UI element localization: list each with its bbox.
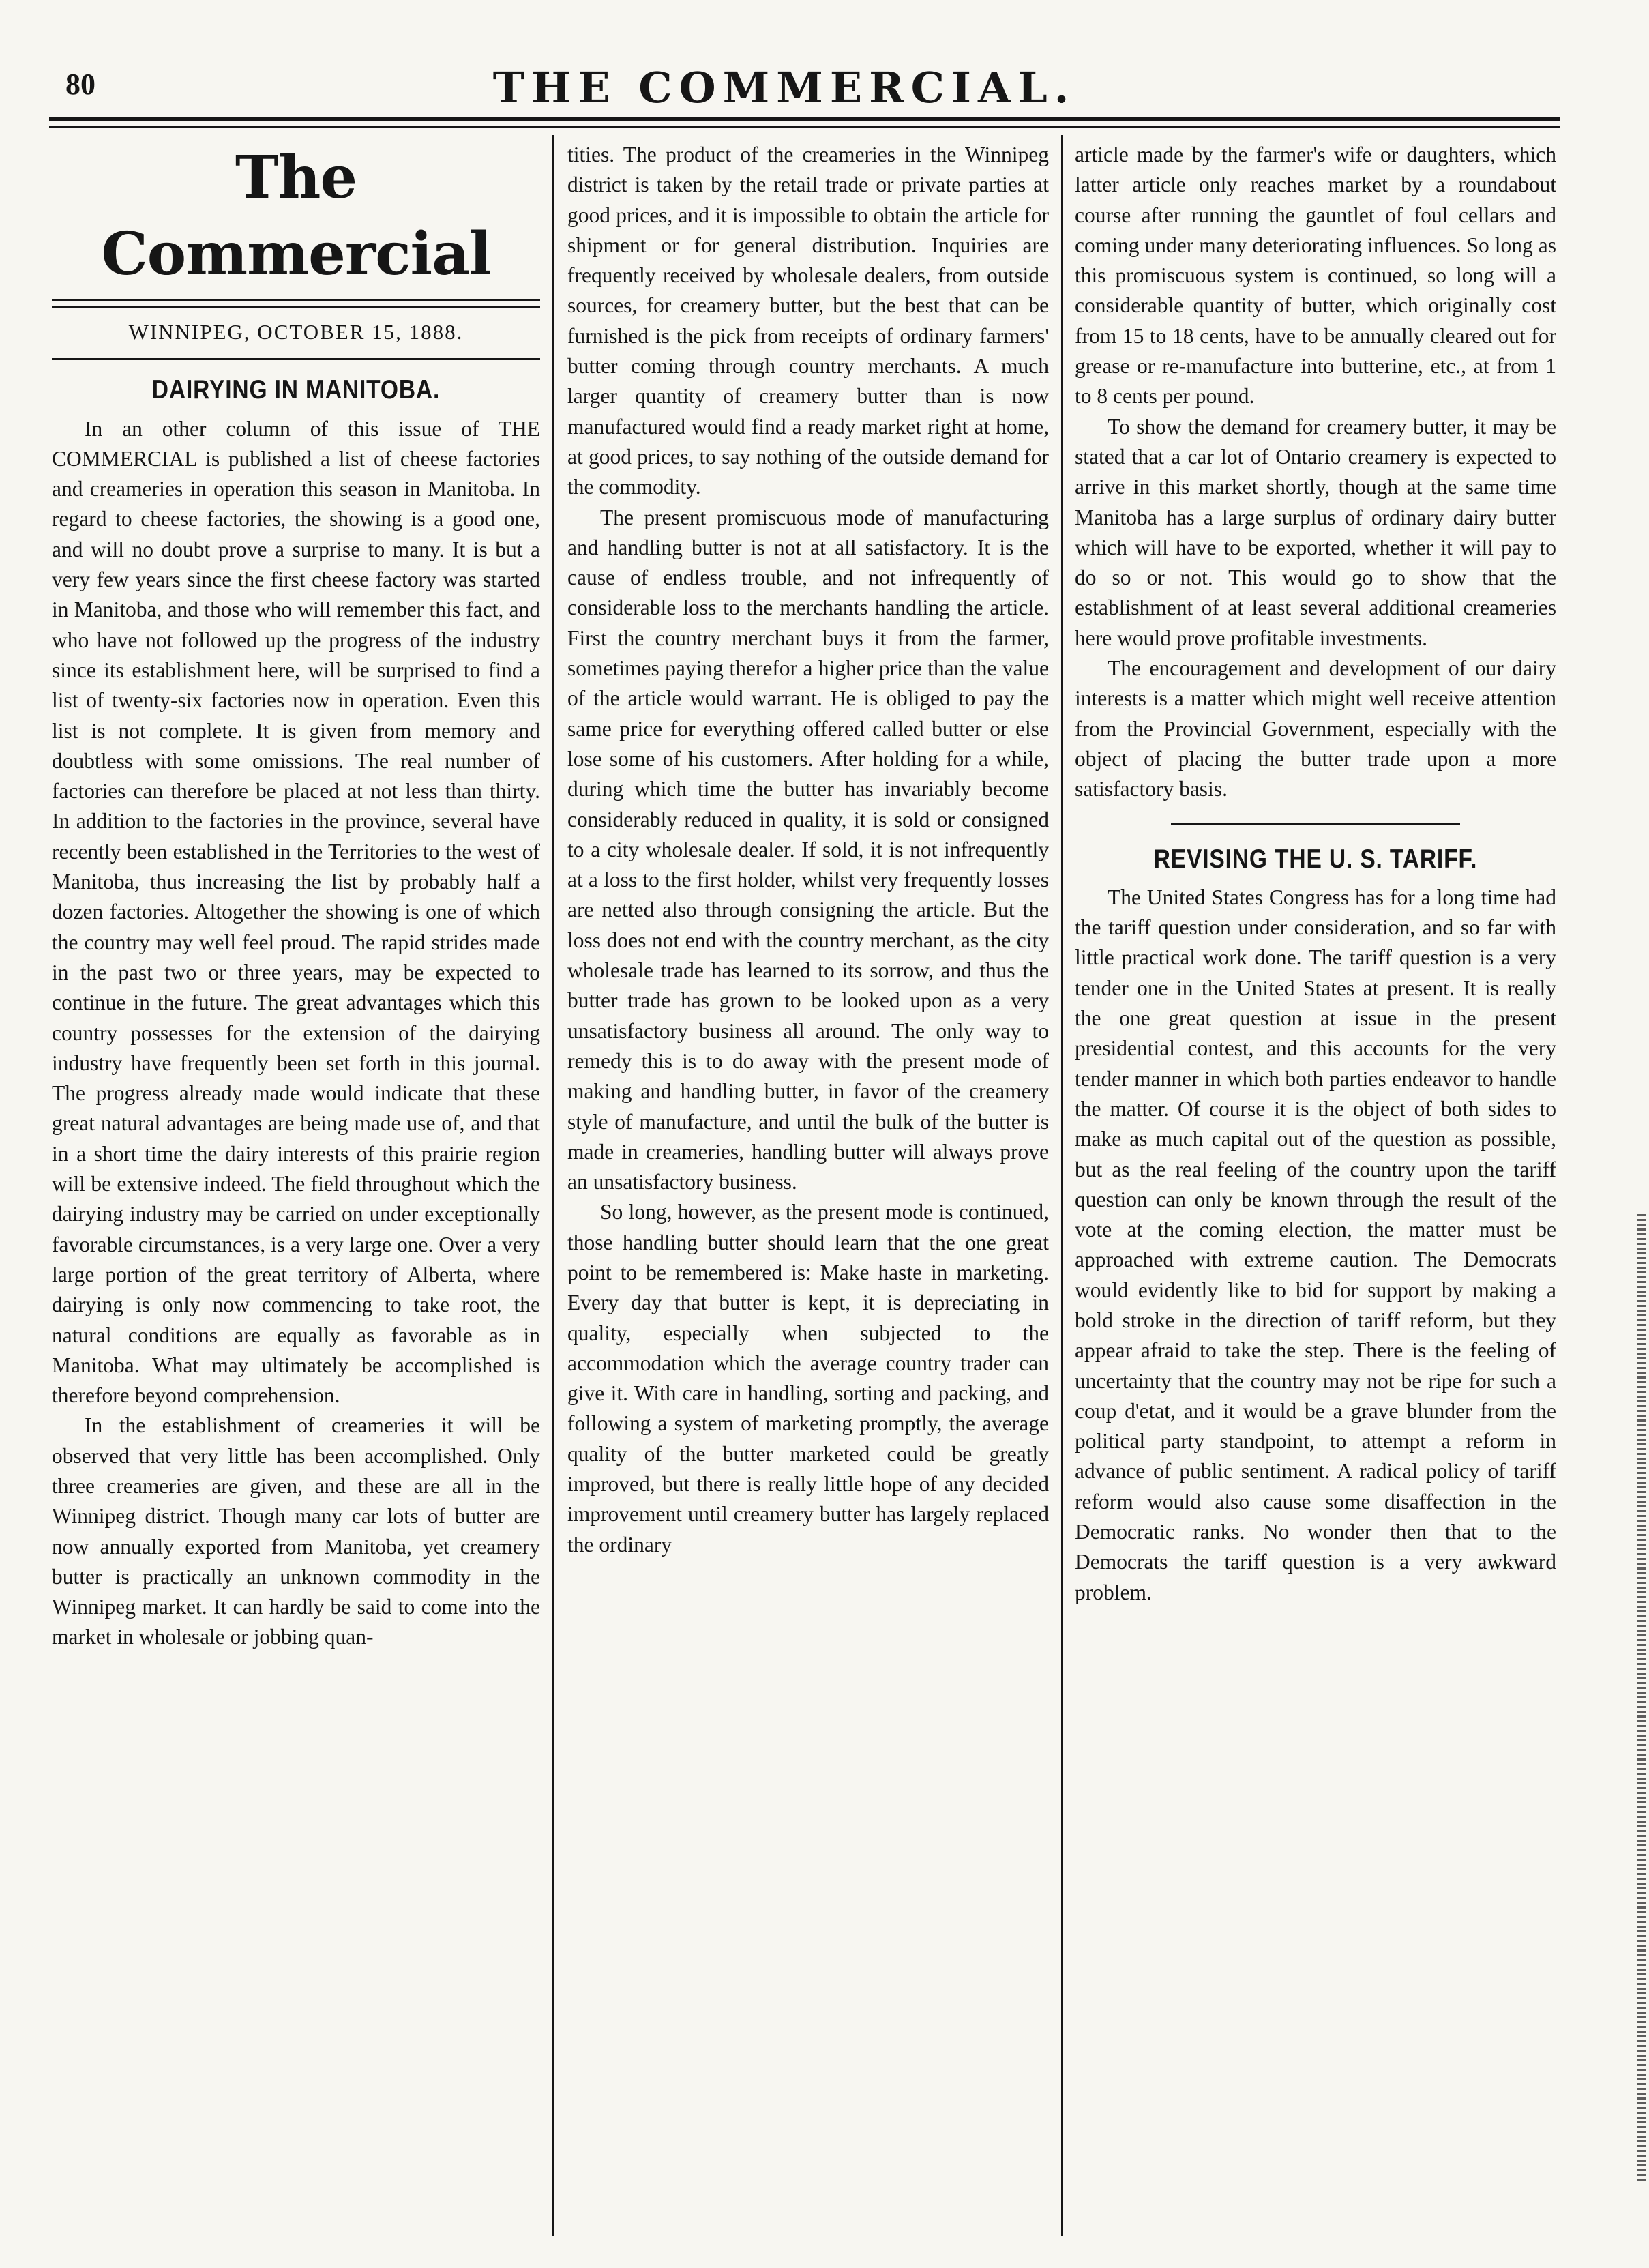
- article-paragraph: The present promiscuous mode of manufacturing and handling butter is not at all satisfactory. It is the cause of endless trouble, and not infrequently of considerable loss to the merchants handling the article. First the country merchant buys it from the farmer, sometimes paying therefor a higher price than the value of the article would warrant. He is obliged to pay the same price for everything offered called butter or else lose some of his customers. After holding for a while, during which time the butter has invariably become considerably reduced in quality, it is sold or consigned to a city wholesale dealer. If sold, it is not infrequently at a loss to the first holder, whilst very frequently losses are netted also through consigning the article. But the loss does not end with the country merchant, as the city wholesale trade has learned to its sorrow, and thus the butter trade has grown to be looked upon as a very unsatisfactory business all around. The only way to remedy this is to do away with the present mode of making and handling butter, in favor of the creamery style of manufacture, and until the bulk of the butter is made in creameries, handling butter will always prove an unsatisfactory business.: [567, 505, 1049, 1194]
- article-heading: REVISING THE U. S. TARIFF.: [1153, 844, 1478, 874]
- article-paragraph: To show the demand for creamery butter, it may be stated that a car lot of Ontario creamery is expected to arrive in this market shortly, though at the same time Manitoba has a large surplus of ordinary dairy butter which will have to be exported, whether it will pay to do so or not. This would go to show that the establishment of at least several additional creameries here would prove profitable investments.: [1075, 414, 1556, 650]
- article-paragraph: The encouragement and development of our dairy interests is a matter which might well receive attention from the Provincial Government, especially with the object of placing the butter trade upon a more satisfactory basis.: [1075, 656, 1556, 801]
- column-divider: [1061, 135, 1063, 2236]
- dateline: WINNIPEG, OCTOBER 15, 1888.: [128, 320, 464, 344]
- page-edge-binding: [1637, 1214, 1646, 2183]
- page-number: 80: [65, 68, 95, 101]
- article-paragraph: In the establishment of creameries it will be observed that very little has been accomplished. Only three creameries are given, and these are all in the Winnipeg district. Though many car lots of butter are now annually exported from Manitoba, yet creamery butter is practically an unknown commodity in the Winnipeg market. It can hardly be said to come into the market in wholesale or jobbing quan-: [52, 1413, 540, 1649]
- column-1: [52, 140, 540, 1653]
- column-divider: [552, 135, 554, 2236]
- article-heading: DAIRYING IN MANITOBA.: [151, 375, 441, 405]
- running-head: THE COMMERCIAL.: [492, 63, 1076, 113]
- column-2: [567, 140, 1049, 1560]
- article-paragraph: The United States Congress has for a long time had the tariff question under consideration, and so far with little practical work done. The tariff question is a very tender one in the United States at present. It is really the one great question at issue in the present presidential contest, and this accounts for the very tender manner in which both parties endeavor to handle the matter. Of course it is the object of both sides to make as much capital out of the question as possible, but as the real feeling of the country upon the tariff question can only be known through the result of the vote at the coming election, the matter must be approached with extreme caution. The Democrats would evidently like to bid for support by making a bold stroke in the direction of tariff reform, but they appear afraid to take the step. There is the feeling of uncertainty that the country may not be ripe for such a coup d'etat, and it would be a grave blunder from the political party standpoint, to attempt a reform in advance of public sentiment. A radical policy of tariff reform would also cause some disaffection in the Democratic ranks. No wonder then that to the Democrats the tariff question is a very awkward problem.: [1075, 885, 1556, 1604]
- masthead-title: The Commercial: [101, 143, 491, 289]
- article-paragraph: In an other column of this issue of THE COMMERCIAL is published a list of cheese factories and creameries in operation this season in Manitoba. In regard to cheese factories, the showing is a good one, and will no doubt prove a surprise to many. It is but a very few years since the first cheese factory was started in Manitoba, and those who will remember this fact, and who have not followed up the progress of the industry since its establishment here, will be surprised to find a list of twenty-six factories now in operation. Even this list is not complete. It is given from memory and doubtless with some omissions. The real number of factories can therefore be placed at not less than thirty. In addition to the factories in the province, several have recently been established in the Territories to the west of Manitoba, thus increasing the list by probably half a dozen factories. Altogether the showing is one of which the country may well feel proud. The rapid strides made in the past two or three years, may be expected to continue in the future. The great advantages which this country possesses for the extension of the dairying industry have frequently been set forth in this journal. The progress already made would indicate that these great natural advantages are being made use of, and that in a short time the dairy interests of this prairie region will be extensive indeed. The field throughout which the dairying industry may be carried on under exceptionally favorable circumstances, is a very large one. Over a very large portion of the great territory of Alberta, where dairying is only now commencing to take root, the natural conditions are equally as favorable as in Manitoba. What may ultimately be accomplished is therefore beyond comprehension.: [52, 416, 540, 1408]
- article-paragraph: So long, however, as the present mode is continued, those handling butter should learn that the one great point to be remembered is: Make haste in marketing. Every day that butter is kept, it is depreciating in quality, especially when subjected to the accommodation which the average country trader can give it. With care in handling, sorting and packing, and following a system of marketing promptly, the average quality of the butter marketed could be greatly improved, but there is really little hope of any decided improvement until creamery butter has largely replaced the ordinary: [567, 1200, 1049, 1557]
- article-paragraph: tities. The product of the creameries in the Winnipeg district is taken by the retail trade or private parties at good prices, and it is impossible to obtain the article for shipment or for general distribution. Inquiries are frequently received by wholesale dealers, from outside sources, for creamery butter, but the best that can be furnished is the pick from receipts of ordinary farmers' butter coming through country merchants. A much larger quantity of creamery butter than is now manufactured would find a ready market right at home, at good prices, to say nothing of the outside demand for the commodity.: [567, 143, 1049, 499]
- section-rule: [1171, 823, 1460, 825]
- header-rule-thin: [49, 126, 1560, 128]
- masthead-rule: [52, 299, 540, 308]
- dateline-rule: [52, 358, 540, 360]
- article-paragraph: article made by the farmer's wife or daughters, which latter article only reaches market by a roundabout course after running the gauntlet of foul cellars and coming under many deteriorating influences. So long as this promiscuous system is continued, so long will a considerable quantity of butter, which originally cost from 15 to 18 cents, have to be annually cleared out for grease or re-manufacture into butterine, etc., at from 1 to 8 cents per pound.: [1075, 143, 1556, 409]
- column-3: [1075, 140, 1556, 1608]
- header-rule: [49, 117, 1560, 121]
